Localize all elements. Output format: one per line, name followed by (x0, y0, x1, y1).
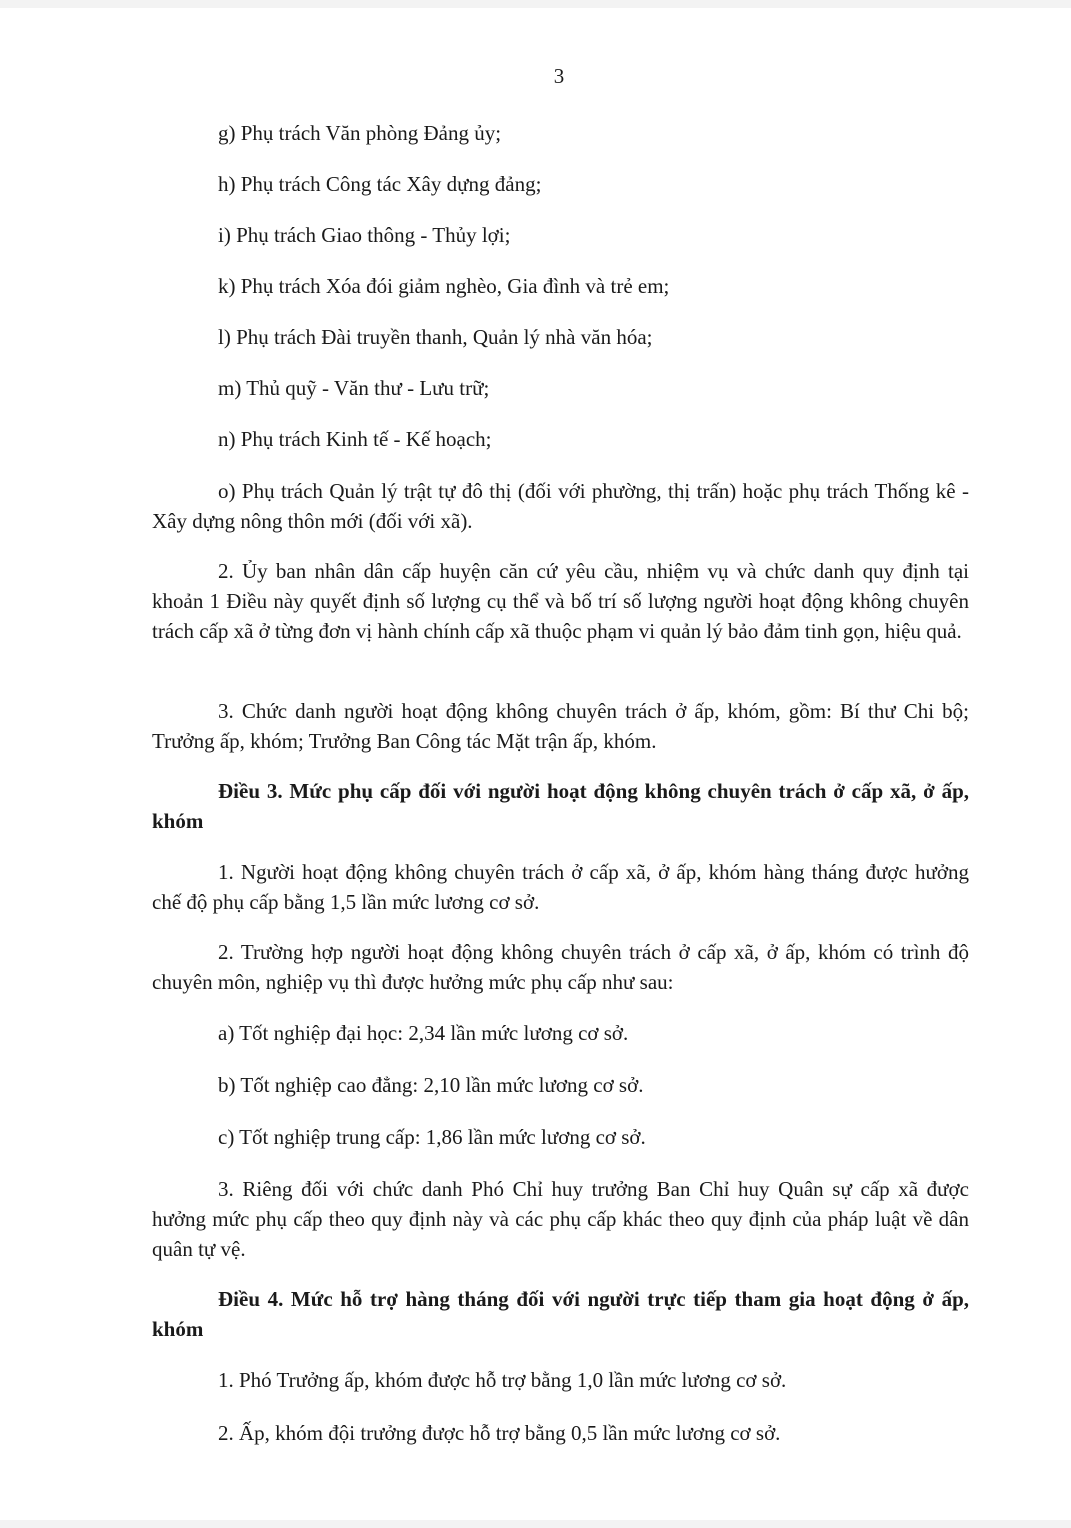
list-item: c) Tốt nghiệp trung cấp: 1,86 lần mức lương cơ sở. (218, 1125, 646, 1149)
article-3-heading: Điều 3. Mức phụ cấp đối với người hoạt động không chuyên trách ở cấp xã, ở ấp, khóm (152, 779, 969, 833)
list-item: n) Phụ trách Kinh tế - Kế hoạch; (218, 427, 492, 451)
list-item: l) Phụ trách Đài truyền thanh, Quản lý nhà văn hóa; (218, 325, 653, 349)
document-page (0, 8, 1071, 1520)
list-item: m) Thủ quỹ - Văn thư - Lưu trữ; (218, 376, 490, 400)
article-3-clause-1: 1. Người hoạt động không chuyên trách ở cấp xã, ở ấp, khóm hàng tháng được hưởng chế độ phụ cấp bằng 1,5 lần mức lương cơ sở. (152, 860, 969, 914)
list-item: k) Phụ trách Xóa đói giảm nghèo, Gia đình và trẻ em; (218, 274, 670, 298)
list-item: b) Tốt nghiệp cao đẳng: 2,10 lần mức lương cơ sở. (218, 1073, 644, 1097)
list-item: g) Phụ trách Văn phòng Đảng ủy; (218, 121, 502, 145)
list-item-o: o) Phụ trách Quản lý trật tự đô thị (đối với phường, thị trấn) hoặc phụ trách Thống kê - Xây dựng nông thôn mới (đối với xã). (152, 479, 969, 533)
clause-2: 2. Ủy ban nhân dân cấp huyện căn cứ yêu cầu, nhiệm vụ và chức danh quy định tại khoản 1 Điều này quyết định số lượng cụ thể và bố trí số lượng người hoạt động không chuyên trách cấp xã ở từng đơn vị hành chính cấp xã thuộc phạm vi quản lý bảo đảm tinh gọn, hiệu quả. (152, 559, 969, 643)
list-item: i) Phụ trách Giao thông - Thủy lợi; (218, 223, 511, 247)
article-3-clause-2: 2. Trường hợp người hoạt động không chuyên trách ở cấp xã, ở ấp, khóm có trình độ chuyên môn, nghiệp vụ thì được hưởng mức phụ cấp như sau: (152, 940, 969, 994)
clause-3: 3. Chức danh người hoạt động không chuyên trách ở ấp, khóm, gồm: Bí thư Chi bộ; Trưởng ấp, khóm; Trưởng Ban Công tác Mặt trận ấp, khóm. (152, 699, 969, 753)
list-item: 2. Ấp, khóm đội trưởng được hỗ trợ bằng 0,5 lần mức lương cơ sở. (218, 1421, 781, 1445)
list-item: a) Tốt nghiệp đại học: 2,34 lần mức lương cơ sở. (218, 1021, 629, 1045)
page-number: 3 (553, 64, 565, 88)
list-item: 1. Phó Trưởng ấp, khóm được hỗ trợ bằng 1,0 lần mức lương cơ sở. (218, 1368, 787, 1392)
article-4-heading: Điều 4. Mức hỗ trợ hàng tháng đối với người trực tiếp tham gia hoạt động ở ấp, khóm (152, 1287, 969, 1341)
article-3-clause-3: 3. Riêng đối với chức danh Phó Chỉ huy trưởng Ban Chỉ huy Quân sự cấp xã được hưởng mức phụ cấp theo quy định này và các phụ cấp khác theo quy định của pháp luật về dân quân tự vệ. (152, 1177, 969, 1261)
list-item: h) Phụ trách Công tác Xây dựng đảng; (218, 172, 542, 196)
